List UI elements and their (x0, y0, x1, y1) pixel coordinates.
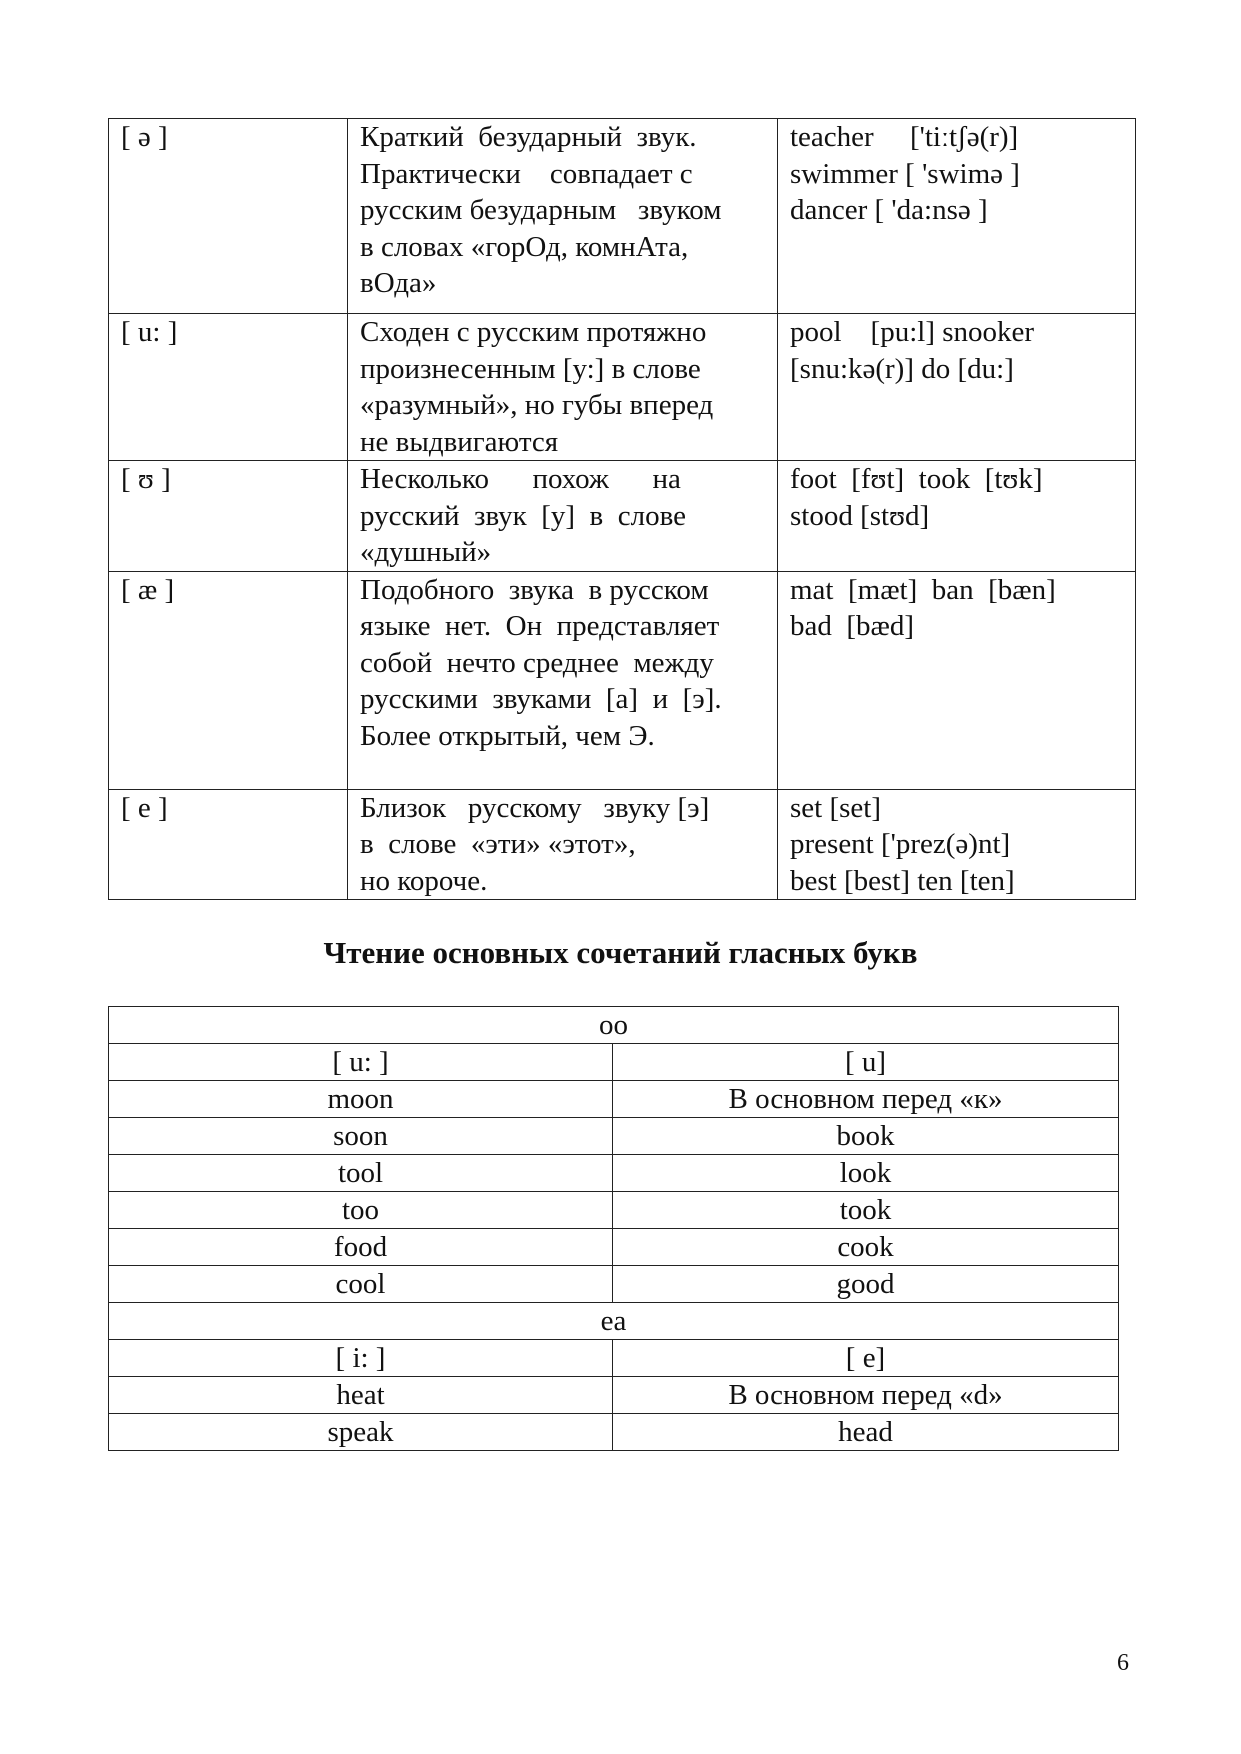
sound-cell: [ ʊ ] (109, 461, 348, 572)
vowel-row (109, 119, 1136, 314)
description-line: Несколько похож на (360, 463, 681, 495)
example-line: dancer [ 'da:nsə ] (790, 194, 988, 226)
word-cell: cook (613, 1229, 1119, 1266)
description-cell (348, 461, 778, 572)
description-line: русским безударным звуком (360, 194, 722, 226)
word-cell: head (613, 1414, 1119, 1451)
description-line: Краткий безударный звук. (360, 121, 697, 153)
page-number: 6 (1117, 1650, 1129, 1676)
examples-cell (778, 119, 1136, 314)
examples-cell (778, 314, 1136, 461)
table-row (109, 1266, 1119, 1303)
description-line: Сходен с русским протяжно (360, 316, 707, 348)
description-line: в словах «горОд, комнАта, (360, 230, 689, 263)
word-cell: took (613, 1192, 1119, 1229)
description-line: Более открытый, чем Э. (360, 719, 655, 752)
word-cell: too (109, 1192, 613, 1229)
word-cell: book (613, 1118, 1119, 1155)
table-row (109, 1155, 1119, 1192)
example-line: stood [stʊd] (790, 499, 930, 532)
word-cell: speak (109, 1414, 613, 1451)
vowel-row (109, 571, 1136, 789)
example-line: best [best] ten [ten] (790, 864, 1015, 897)
sound-cell: [ u: ] (109, 314, 348, 461)
description-line: но короче. (360, 864, 488, 897)
letter-combination-header: oo (109, 1007, 1119, 1044)
description-line: собой нечто среднее между (360, 646, 714, 679)
letter-combination-header: ea (109, 1303, 1119, 1340)
description-line: русскими звуками [а] и [э]. (360, 683, 722, 715)
vowel-row (109, 461, 1136, 572)
group-header-row (109, 1303, 1119, 1340)
vowel-row (109, 314, 1136, 461)
table-row (109, 1414, 1119, 1451)
example-line: foot [fʊt] took [tʊk] (790, 463, 1043, 495)
table-row (109, 1118, 1119, 1155)
description-line: в слове «эти» «этот», (360, 828, 636, 860)
description-line: Близок русскому звуку [э] (360, 791, 710, 824)
word-cell: moon (109, 1081, 613, 1118)
example-line: present ['prez(ə)nt] (790, 828, 1011, 860)
examples-cell (778, 571, 1136, 789)
sound-header-cell: [ e] (613, 1340, 1119, 1377)
vowel-combinations-table (108, 1006, 1119, 1451)
sound-header-cell: [ u] (613, 1044, 1119, 1081)
description-cell (348, 789, 778, 900)
description-cell (348, 571, 778, 789)
section-title: Чтение основных сочетаний гласных букв (323, 935, 918, 970)
table-row (109, 1377, 1119, 1414)
example-line: [snu:kə(r)] do [du:] (790, 352, 1014, 385)
table-row (109, 1192, 1119, 1229)
description-line: русский звук [у] в слове (360, 499, 686, 532)
examples-cell (778, 789, 1136, 900)
group-header-row (109, 1007, 1119, 1044)
vowel-row (109, 789, 1136, 900)
sound-header-cell: [ u: ] (109, 1044, 613, 1081)
description-cell (348, 314, 778, 461)
description-line: Подобного звука в русском (360, 573, 709, 606)
example-line: set [set] (790, 791, 881, 824)
sound-header-row (109, 1044, 1119, 1081)
example-line: mat [mæt] ban [bæn] (790, 573, 1056, 606)
word-cell: heat (109, 1377, 613, 1414)
sound-header-cell: [ i: ] (109, 1340, 613, 1377)
table-row (109, 1229, 1119, 1266)
example-line: pool [pu:l] snooker (790, 316, 1035, 348)
vowel-sounds-table (108, 118, 1136, 900)
word-cell: food (109, 1229, 613, 1266)
word-cell: cool (109, 1266, 613, 1303)
description-line: вОда» (360, 267, 437, 299)
example-line: teacher ['tiːtʃə(r)] (790, 121, 1019, 153)
description-line: не выдвигаются (360, 425, 559, 458)
sound-cell: [ ə ] (109, 119, 348, 314)
word-cell: good (613, 1266, 1119, 1303)
example-line: bad [bæd] (790, 610, 915, 642)
word-cell: soon (109, 1118, 613, 1155)
description-line: «душный» (360, 536, 492, 568)
word-cell: tool (109, 1155, 613, 1192)
sound-header-row (109, 1340, 1119, 1377)
word-cell: В основном перед «к» (613, 1081, 1119, 1118)
description-line: «разумный», но губы вперед (360, 389, 714, 421)
description-cell (348, 119, 778, 314)
examples-cell (778, 461, 1136, 572)
example-line: swimmer [ 'swimə ] (790, 157, 1020, 190)
table-row (109, 1081, 1119, 1118)
description-line: Практически совпадает с (360, 157, 693, 190)
sound-cell: [ e ] (109, 789, 348, 900)
word-cell: look (613, 1155, 1119, 1192)
word-cell: В основном перед «d» (613, 1377, 1119, 1414)
description-line: произнесенным [у:] в слове (360, 352, 701, 385)
sound-cell: [ æ ] (109, 571, 348, 789)
description-line: языке нет. Он представляет (360, 610, 720, 642)
